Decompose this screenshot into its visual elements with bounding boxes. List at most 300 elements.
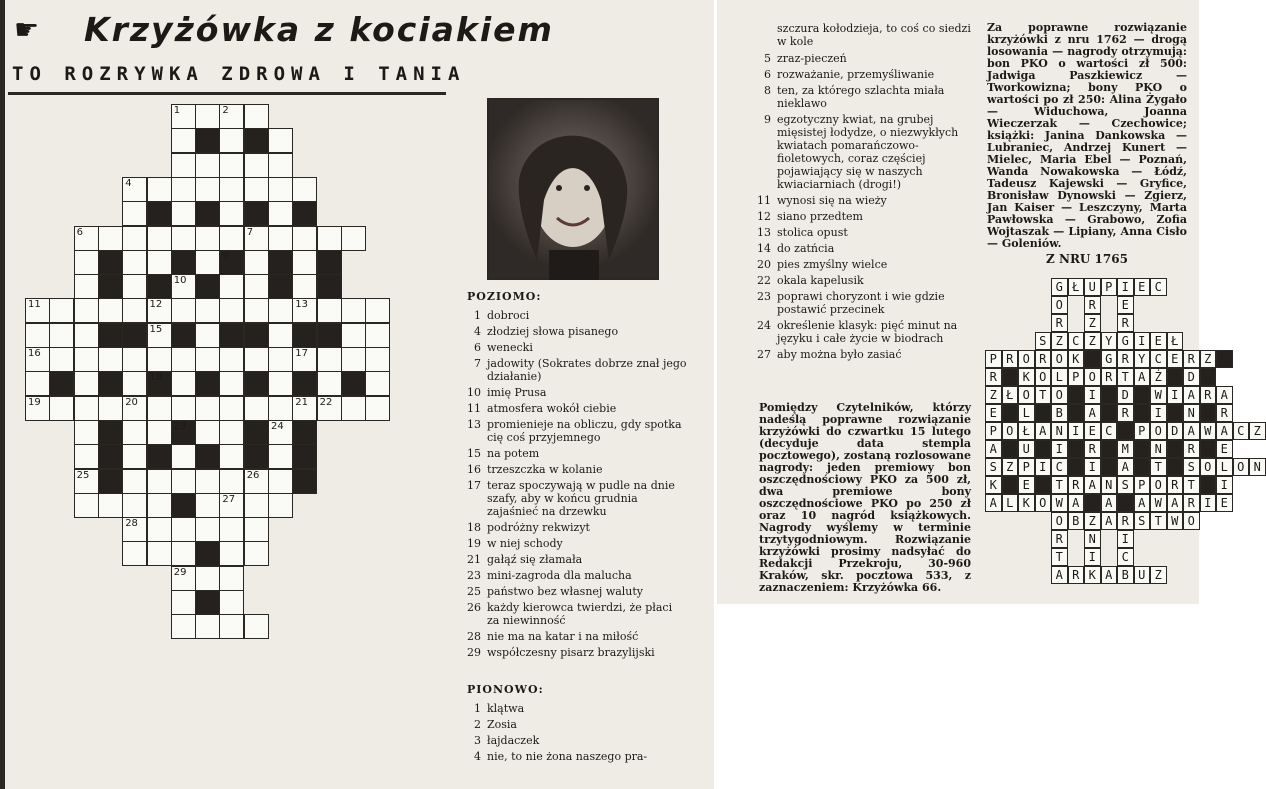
grid-cell[interactable] bbox=[219, 420, 244, 445]
grid-cell[interactable] bbox=[365, 298, 390, 323]
solution-cell: R bbox=[1068, 566, 1085, 584]
grid-cell[interactable] bbox=[341, 226, 366, 251]
clue-item bbox=[467, 479, 687, 518]
grid-cell[interactable] bbox=[219, 590, 244, 615]
grid-cell[interactable] bbox=[49, 298, 74, 323]
grid-cell[interactable] bbox=[244, 104, 269, 129]
grid-cell[interactable] bbox=[171, 541, 196, 566]
solution-cell: I bbox=[1216, 476, 1233, 494]
grid-cell[interactable] bbox=[25, 298, 50, 323]
solution-black-cell bbox=[1167, 368, 1184, 386]
solution-cell: P bbox=[1134, 422, 1151, 440]
clue-item-number: 23 bbox=[757, 290, 771, 303]
clue-item bbox=[467, 418, 687, 444]
solution-black-cell bbox=[1035, 476, 1052, 494]
clue-item-number: 2 bbox=[474, 718, 481, 731]
grid-cell[interactable] bbox=[25, 371, 50, 396]
solution-black-cell bbox=[1002, 404, 1019, 422]
grid-cell[interactable] bbox=[122, 274, 147, 299]
solution-cell: T bbox=[1117, 368, 1134, 386]
clue-number: 18 bbox=[149, 372, 163, 384]
grid-cell[interactable] bbox=[171, 566, 196, 591]
solution-cell: Z bbox=[1200, 350, 1217, 368]
grid-cell[interactable] bbox=[171, 396, 196, 421]
clue-item bbox=[757, 194, 977, 207]
clue-item bbox=[467, 521, 687, 534]
grid-cell[interactable] bbox=[98, 298, 123, 323]
grid-cell[interactable] bbox=[171, 153, 196, 178]
grid-cell[interactable] bbox=[147, 469, 172, 494]
clue-number: 25 bbox=[76, 469, 90, 481]
grid-cell[interactable] bbox=[219, 566, 244, 591]
grid-cell[interactable] bbox=[122, 493, 147, 518]
solution-cell: I bbox=[1134, 332, 1151, 350]
grid-cell[interactable] bbox=[219, 347, 244, 372]
grid-cell[interactable] bbox=[147, 396, 172, 421]
black-cell bbox=[98, 469, 123, 494]
solution-cell: T bbox=[1150, 458, 1167, 476]
clue-number: 16 bbox=[28, 348, 41, 359]
solution-cell: Z bbox=[1051, 332, 1068, 350]
black-cell bbox=[195, 590, 220, 615]
grid-cell[interactable] bbox=[219, 493, 244, 518]
solution-cell: G bbox=[1117, 332, 1134, 350]
clue-item-text: jadowity (Sokrates dobrze znał jego działanie) bbox=[487, 357, 687, 383]
grid-cell[interactable] bbox=[292, 274, 317, 299]
grid-cell[interactable] bbox=[268, 444, 293, 469]
black-cell bbox=[292, 201, 317, 226]
grid-cell[interactable] bbox=[171, 201, 196, 226]
grid-cell[interactable] bbox=[292, 298, 317, 323]
grid-cell[interactable] bbox=[219, 396, 244, 421]
grid-cell[interactable] bbox=[244, 177, 269, 202]
grid-cell[interactable] bbox=[74, 250, 99, 275]
solution-cell: Y bbox=[1101, 332, 1118, 350]
grid-cell[interactable] bbox=[195, 104, 220, 129]
grid-cell[interactable] bbox=[219, 153, 244, 178]
solution-cell: A bbox=[1051, 566, 1068, 584]
solution-cell: A bbox=[1167, 494, 1184, 512]
solution-cell: O bbox=[1035, 368, 1052, 386]
clue-item-text: na potem bbox=[487, 447, 540, 460]
grid-cell[interactable] bbox=[171, 226, 196, 251]
black-cell bbox=[317, 323, 342, 348]
solution-cell: R bbox=[1117, 350, 1134, 368]
grid-cell[interactable] bbox=[195, 250, 220, 275]
clue-item-text: współczesny pisarz brazylijski bbox=[487, 646, 655, 659]
grid-cell[interactable] bbox=[74, 274, 99, 299]
grid-cell[interactable] bbox=[219, 444, 244, 469]
clue-item-number: 27 bbox=[757, 348, 771, 361]
grid-cell[interactable] bbox=[365, 396, 390, 421]
solution-cell: W bbox=[1150, 494, 1167, 512]
black-cell bbox=[244, 420, 269, 445]
clue-item bbox=[757, 210, 977, 223]
grid-cell[interactable] bbox=[268, 226, 293, 251]
black-cell bbox=[195, 128, 220, 153]
grid-cell[interactable] bbox=[147, 298, 172, 323]
solution-cell: S bbox=[1117, 476, 1134, 494]
black-cell bbox=[98, 420, 123, 445]
grid-cell[interactable] bbox=[98, 347, 123, 372]
grid-cell[interactable] bbox=[122, 201, 147, 226]
solution-cell: K bbox=[1084, 566, 1101, 584]
grid-cell[interactable] bbox=[268, 298, 293, 323]
grid-cell[interactable] bbox=[365, 347, 390, 372]
grid-cell[interactable] bbox=[365, 323, 390, 348]
clue-item-text: pies zmyślny wielce bbox=[777, 258, 888, 271]
solution-cell: A bbox=[1035, 422, 1052, 440]
solution-black-cell bbox=[1068, 404, 1085, 422]
grid-cell[interactable] bbox=[244, 396, 269, 421]
grid-cell[interactable] bbox=[122, 541, 147, 566]
grid-cell[interactable] bbox=[244, 274, 269, 299]
grid-cell[interactable] bbox=[74, 347, 99, 372]
solution-cell: C bbox=[1101, 422, 1118, 440]
grid-cell[interactable] bbox=[268, 371, 293, 396]
grid-cell[interactable] bbox=[195, 614, 220, 639]
clue-item bbox=[467, 601, 687, 627]
grid-cell[interactable] bbox=[244, 153, 269, 178]
solution-cell: P bbox=[985, 422, 1002, 440]
solution-cell: A bbox=[1183, 422, 1200, 440]
grid-cell[interactable] bbox=[268, 177, 293, 202]
black-cell bbox=[195, 201, 220, 226]
solution-cell: E bbox=[1084, 422, 1101, 440]
subtitle-underline bbox=[8, 92, 446, 95]
page-subtitle: TO ROZRYWKA ZDROWA I TANIA bbox=[12, 63, 466, 85]
clue-item bbox=[467, 630, 687, 643]
clue-item bbox=[467, 537, 687, 550]
solution-cell: E bbox=[1150, 332, 1167, 350]
grid-cell[interactable] bbox=[122, 250, 147, 275]
solution-black-cell bbox=[1134, 404, 1151, 422]
grid-cell[interactable] bbox=[219, 298, 244, 323]
solution-cell: P bbox=[1018, 458, 1035, 476]
clue-item-number: 15 bbox=[467, 447, 481, 460]
grid-cell[interactable] bbox=[268, 128, 293, 153]
grid-cell[interactable] bbox=[244, 347, 269, 372]
grid-cell[interactable] bbox=[25, 323, 50, 348]
grid-cell[interactable] bbox=[195, 517, 220, 542]
solution-cell: I bbox=[1167, 386, 1184, 404]
solution-cell: N bbox=[1183, 404, 1200, 422]
clue-item-number: 25 bbox=[467, 585, 481, 598]
grid-cell[interactable] bbox=[292, 396, 317, 421]
grid-cell[interactable] bbox=[171, 517, 196, 542]
solution-cell: O bbox=[1051, 386, 1068, 404]
clue-item-number: 14 bbox=[757, 242, 771, 255]
solution-cell: I bbox=[1117, 530, 1134, 548]
grid-cell[interactable] bbox=[122, 396, 147, 421]
solution-cell: R bbox=[1117, 314, 1134, 332]
solution-cell: B bbox=[1068, 512, 1085, 530]
grid-cell[interactable] bbox=[341, 347, 366, 372]
grid-cell[interactable] bbox=[268, 469, 293, 494]
grid-cell[interactable] bbox=[268, 201, 293, 226]
clue-item-text: gałąź się złamała bbox=[487, 553, 583, 566]
grid-cell[interactable] bbox=[365, 371, 390, 396]
clue-item bbox=[467, 341, 687, 354]
solution-black-cell bbox=[1134, 386, 1151, 404]
grid-cell[interactable] bbox=[147, 541, 172, 566]
grid-cell[interactable] bbox=[292, 226, 317, 251]
solution-cell: I bbox=[1068, 422, 1085, 440]
clue-item-number: 7 bbox=[474, 357, 481, 370]
grid-cell[interactable] bbox=[268, 323, 293, 348]
page-title: Krzyżówka z kociakiem bbox=[84, 10, 554, 49]
grid-cell[interactable] bbox=[244, 250, 269, 275]
grid-cell[interactable] bbox=[122, 226, 147, 251]
clue-item-number: 23 bbox=[467, 569, 481, 582]
solution-black-cell bbox=[1002, 476, 1019, 494]
solution-black-cell bbox=[1216, 350, 1233, 368]
grid-cell[interactable] bbox=[268, 396, 293, 421]
grid-cell[interactable] bbox=[219, 541, 244, 566]
clue-item-number: 28 bbox=[467, 630, 481, 643]
grid-cell[interactable] bbox=[74, 226, 99, 251]
grid-cell[interactable] bbox=[244, 517, 269, 542]
grid-cell[interactable] bbox=[147, 226, 172, 251]
grid-cell[interactable] bbox=[341, 396, 366, 421]
clue-item-text: atmosfera wokół ciebie bbox=[487, 402, 617, 415]
grid-cell[interactable] bbox=[244, 469, 269, 494]
solution-cell: N bbox=[1084, 530, 1101, 548]
grid-cell[interactable] bbox=[219, 274, 244, 299]
grid-cell[interactable] bbox=[171, 128, 196, 153]
pionowo-section bbox=[467, 683, 687, 766]
grid-cell[interactable] bbox=[147, 420, 172, 445]
grid-cell[interactable] bbox=[244, 298, 269, 323]
grid-cell[interactable] bbox=[147, 517, 172, 542]
clue-number: 22 bbox=[319, 396, 333, 408]
grid-cell[interactable] bbox=[195, 226, 220, 251]
clue-item-number: 6 bbox=[474, 341, 481, 354]
grid-cell[interactable] bbox=[341, 323, 366, 348]
black-cell bbox=[219, 250, 244, 275]
solution-cell: L bbox=[1051, 368, 1068, 386]
clue-number: 12 bbox=[149, 299, 163, 311]
solution-cell: Ł bbox=[1167, 332, 1184, 350]
grid-cell[interactable] bbox=[244, 614, 269, 639]
solution-cell: C bbox=[1150, 278, 1167, 296]
grid-cell[interactable] bbox=[98, 396, 123, 421]
grid-cell[interactable] bbox=[49, 396, 74, 421]
poziomo-heading: POZIOMO: bbox=[467, 290, 542, 303]
grid-cell[interactable] bbox=[74, 396, 99, 421]
grid-cell[interactable] bbox=[171, 614, 196, 639]
grid-cell[interactable] bbox=[147, 347, 172, 372]
grid-cell[interactable] bbox=[292, 177, 317, 202]
grid-cell[interactable] bbox=[195, 469, 220, 494]
grid-cell[interactable] bbox=[171, 371, 196, 396]
clue-item bbox=[467, 585, 687, 598]
grid-cell[interactable] bbox=[98, 493, 123, 518]
grid-cell[interactable] bbox=[147, 323, 172, 348]
solution-cell: U bbox=[1018, 440, 1035, 458]
solution-cell: A bbox=[1134, 368, 1151, 386]
solution-cell: Ł bbox=[1002, 386, 1019, 404]
grid-cell[interactable] bbox=[219, 614, 244, 639]
black-cell bbox=[98, 274, 123, 299]
solution-black-cell bbox=[1035, 440, 1052, 458]
grid-cell[interactable] bbox=[292, 347, 317, 372]
grid-cell[interactable] bbox=[74, 298, 99, 323]
grid-cell[interactable] bbox=[317, 298, 342, 323]
grid-cell[interactable] bbox=[268, 347, 293, 372]
solution-cell: O bbox=[1150, 422, 1167, 440]
clue-item-text: zraz-pieczeń bbox=[777, 52, 847, 65]
solution-cell: A bbox=[1134, 494, 1151, 512]
grid-cell[interactable] bbox=[98, 226, 123, 251]
grid-cell[interactable] bbox=[219, 201, 244, 226]
grid-cell[interactable] bbox=[195, 396, 220, 421]
clue-item-text: dobroci bbox=[487, 309, 530, 322]
grid-cell[interactable] bbox=[49, 323, 74, 348]
grid-cell[interactable] bbox=[122, 420, 147, 445]
grid-cell[interactable] bbox=[171, 298, 196, 323]
grid-cell[interactable] bbox=[74, 371, 99, 396]
solution-cell: P bbox=[1134, 476, 1151, 494]
grid-cell[interactable] bbox=[292, 250, 317, 275]
clue-item bbox=[757, 274, 977, 287]
grid-cell[interactable] bbox=[268, 493, 293, 518]
clue-item-text: siano przedtem bbox=[777, 210, 863, 223]
grid-cell[interactable] bbox=[195, 177, 220, 202]
clue-item bbox=[467, 309, 687, 322]
clue-number: 24 bbox=[271, 420, 284, 432]
solution-cell: R bbox=[1183, 440, 1200, 458]
black-cell bbox=[268, 274, 293, 299]
grid-cell[interactable] bbox=[195, 493, 220, 518]
grid-cell[interactable] bbox=[147, 250, 172, 275]
solution-cell: O bbox=[1200, 458, 1217, 476]
grid-cell[interactable] bbox=[317, 226, 342, 251]
clue-item-text: klątwa bbox=[487, 702, 525, 715]
clue-item-text: stolica opust bbox=[777, 226, 848, 239]
grid-cell[interactable] bbox=[244, 226, 269, 251]
grid-cell[interactable] bbox=[219, 104, 244, 129]
grid-cell[interactable] bbox=[74, 323, 99, 348]
black-cell bbox=[292, 323, 317, 348]
grid-cell[interactable] bbox=[74, 444, 99, 469]
clue-number: 7 bbox=[246, 226, 254, 238]
solution-cell: T bbox=[1035, 386, 1052, 404]
grid-cell[interactable] bbox=[195, 347, 220, 372]
title-block bbox=[14, 10, 704, 48]
solution-cell: Z bbox=[1002, 458, 1019, 476]
solution-cell: O bbox=[1150, 476, 1167, 494]
solution-cell: A bbox=[1183, 386, 1200, 404]
grid-cell[interactable] bbox=[219, 469, 244, 494]
solution-cell: R bbox=[1183, 350, 1200, 368]
grid-cell[interactable] bbox=[171, 177, 196, 202]
grid-cell[interactable] bbox=[195, 566, 220, 591]
grid-cell[interactable] bbox=[74, 493, 99, 518]
grid-cell[interactable] bbox=[25, 347, 50, 372]
grid-cell[interactable] bbox=[25, 396, 50, 421]
grid-cell[interactable] bbox=[171, 444, 196, 469]
clue-item-number: 26 bbox=[467, 601, 481, 614]
solution-cell: Z bbox=[1084, 332, 1101, 350]
grid-cell[interactable] bbox=[171, 274, 196, 299]
solution-cell: R bbox=[1035, 350, 1052, 368]
pionowo-heading: PIONOWO: bbox=[467, 683, 544, 696]
black-cell bbox=[244, 201, 269, 226]
solution-cell: B bbox=[1051, 404, 1068, 422]
left-edge-bar bbox=[0, 0, 5, 789]
grid-cell[interactable] bbox=[122, 347, 147, 372]
solution-cell: A bbox=[1117, 458, 1134, 476]
solution-black-cell bbox=[1167, 440, 1184, 458]
grid-cell[interactable] bbox=[171, 104, 196, 129]
solution-black-cell bbox=[1200, 404, 1217, 422]
grid-cell[interactable] bbox=[195, 420, 220, 445]
grid-cell[interactable] bbox=[219, 371, 244, 396]
grid-cell[interactable] bbox=[317, 371, 342, 396]
grid-cell[interactable] bbox=[244, 541, 269, 566]
black-cell bbox=[341, 371, 366, 396]
grid-cell[interactable] bbox=[341, 298, 366, 323]
clue-item-number: 11 bbox=[757, 194, 771, 207]
grid-cell[interactable] bbox=[219, 226, 244, 251]
grid-cell[interactable] bbox=[317, 396, 342, 421]
clue-number: 17 bbox=[295, 348, 309, 359]
solution-cell: N bbox=[1249, 458, 1266, 476]
clue-item-number: 24 bbox=[757, 319, 771, 332]
competition-rules: Pomiędzy Czytelników, którzy nadeślą poprawne rozwiązanie krzyżówki do czwartku 15 lutego (decyduje data stempla pocztowego), zostaną rozlosowane nagrody: jeden premiowy bon oszczędnościowy PKO za 500 zł, dwa premiowe bony oszczędnościowe PKO po 250 zł oraz 10 nagród książkowych. Nagrody wyślemy w terminie trzytygodniowym. Rozwiązanie krzyżówki prosimy nadsyłać do Redakcji Przekroju, 30-960 Kraków, skr. pocztowa 533, z zaznaczeniem: Krzyżówka 66. bbox=[759, 401, 971, 594]
grid-cell[interactable] bbox=[171, 347, 196, 372]
grid-cell[interactable] bbox=[171, 590, 196, 615]
solution-cell: U bbox=[1134, 566, 1151, 584]
solution-cell: R bbox=[985, 368, 1002, 386]
clue-number: 28 bbox=[125, 518, 138, 530]
grid-cell[interactable] bbox=[195, 153, 220, 178]
grid-cell[interactable] bbox=[122, 298, 147, 323]
clue-item bbox=[757, 319, 977, 345]
grid-cell[interactable] bbox=[122, 177, 147, 202]
clue-item-text: rozważanie, przemyśliwanie bbox=[777, 68, 935, 81]
grid-cell[interactable] bbox=[244, 493, 269, 518]
grid-cell[interactable] bbox=[122, 469, 147, 494]
grid-cell[interactable] bbox=[268, 153, 293, 178]
clue-item-number: 12 bbox=[757, 210, 771, 223]
grid-cell[interactable] bbox=[49, 347, 74, 372]
grid-cell[interactable] bbox=[74, 469, 99, 494]
grid-cell[interactable] bbox=[122, 371, 147, 396]
solution-cell: O bbox=[1051, 350, 1068, 368]
grid-cell[interactable] bbox=[122, 444, 147, 469]
grid-cell[interactable] bbox=[195, 323, 220, 348]
grid-cell[interactable] bbox=[74, 420, 99, 445]
solution-cell: L bbox=[1002, 494, 1019, 512]
grid-cell[interactable] bbox=[317, 347, 342, 372]
grid-cell[interactable] bbox=[268, 420, 293, 445]
grid-cell[interactable] bbox=[147, 177, 172, 202]
grid-cell[interactable] bbox=[219, 128, 244, 153]
clue-item-text: złodziej słowa pisanego bbox=[487, 325, 619, 338]
black-cell bbox=[147, 444, 172, 469]
grid-cell[interactable] bbox=[195, 298, 220, 323]
grid-cell[interactable] bbox=[219, 177, 244, 202]
solution-black-cell bbox=[1068, 440, 1085, 458]
grid-cell[interactable] bbox=[171, 469, 196, 494]
grid-cell[interactable] bbox=[147, 493, 172, 518]
clue-number: 20 bbox=[125, 396, 138, 408]
solution-cell: G bbox=[1101, 350, 1118, 368]
grid-cell[interactable] bbox=[122, 517, 147, 542]
grid-cell[interactable] bbox=[219, 517, 244, 542]
